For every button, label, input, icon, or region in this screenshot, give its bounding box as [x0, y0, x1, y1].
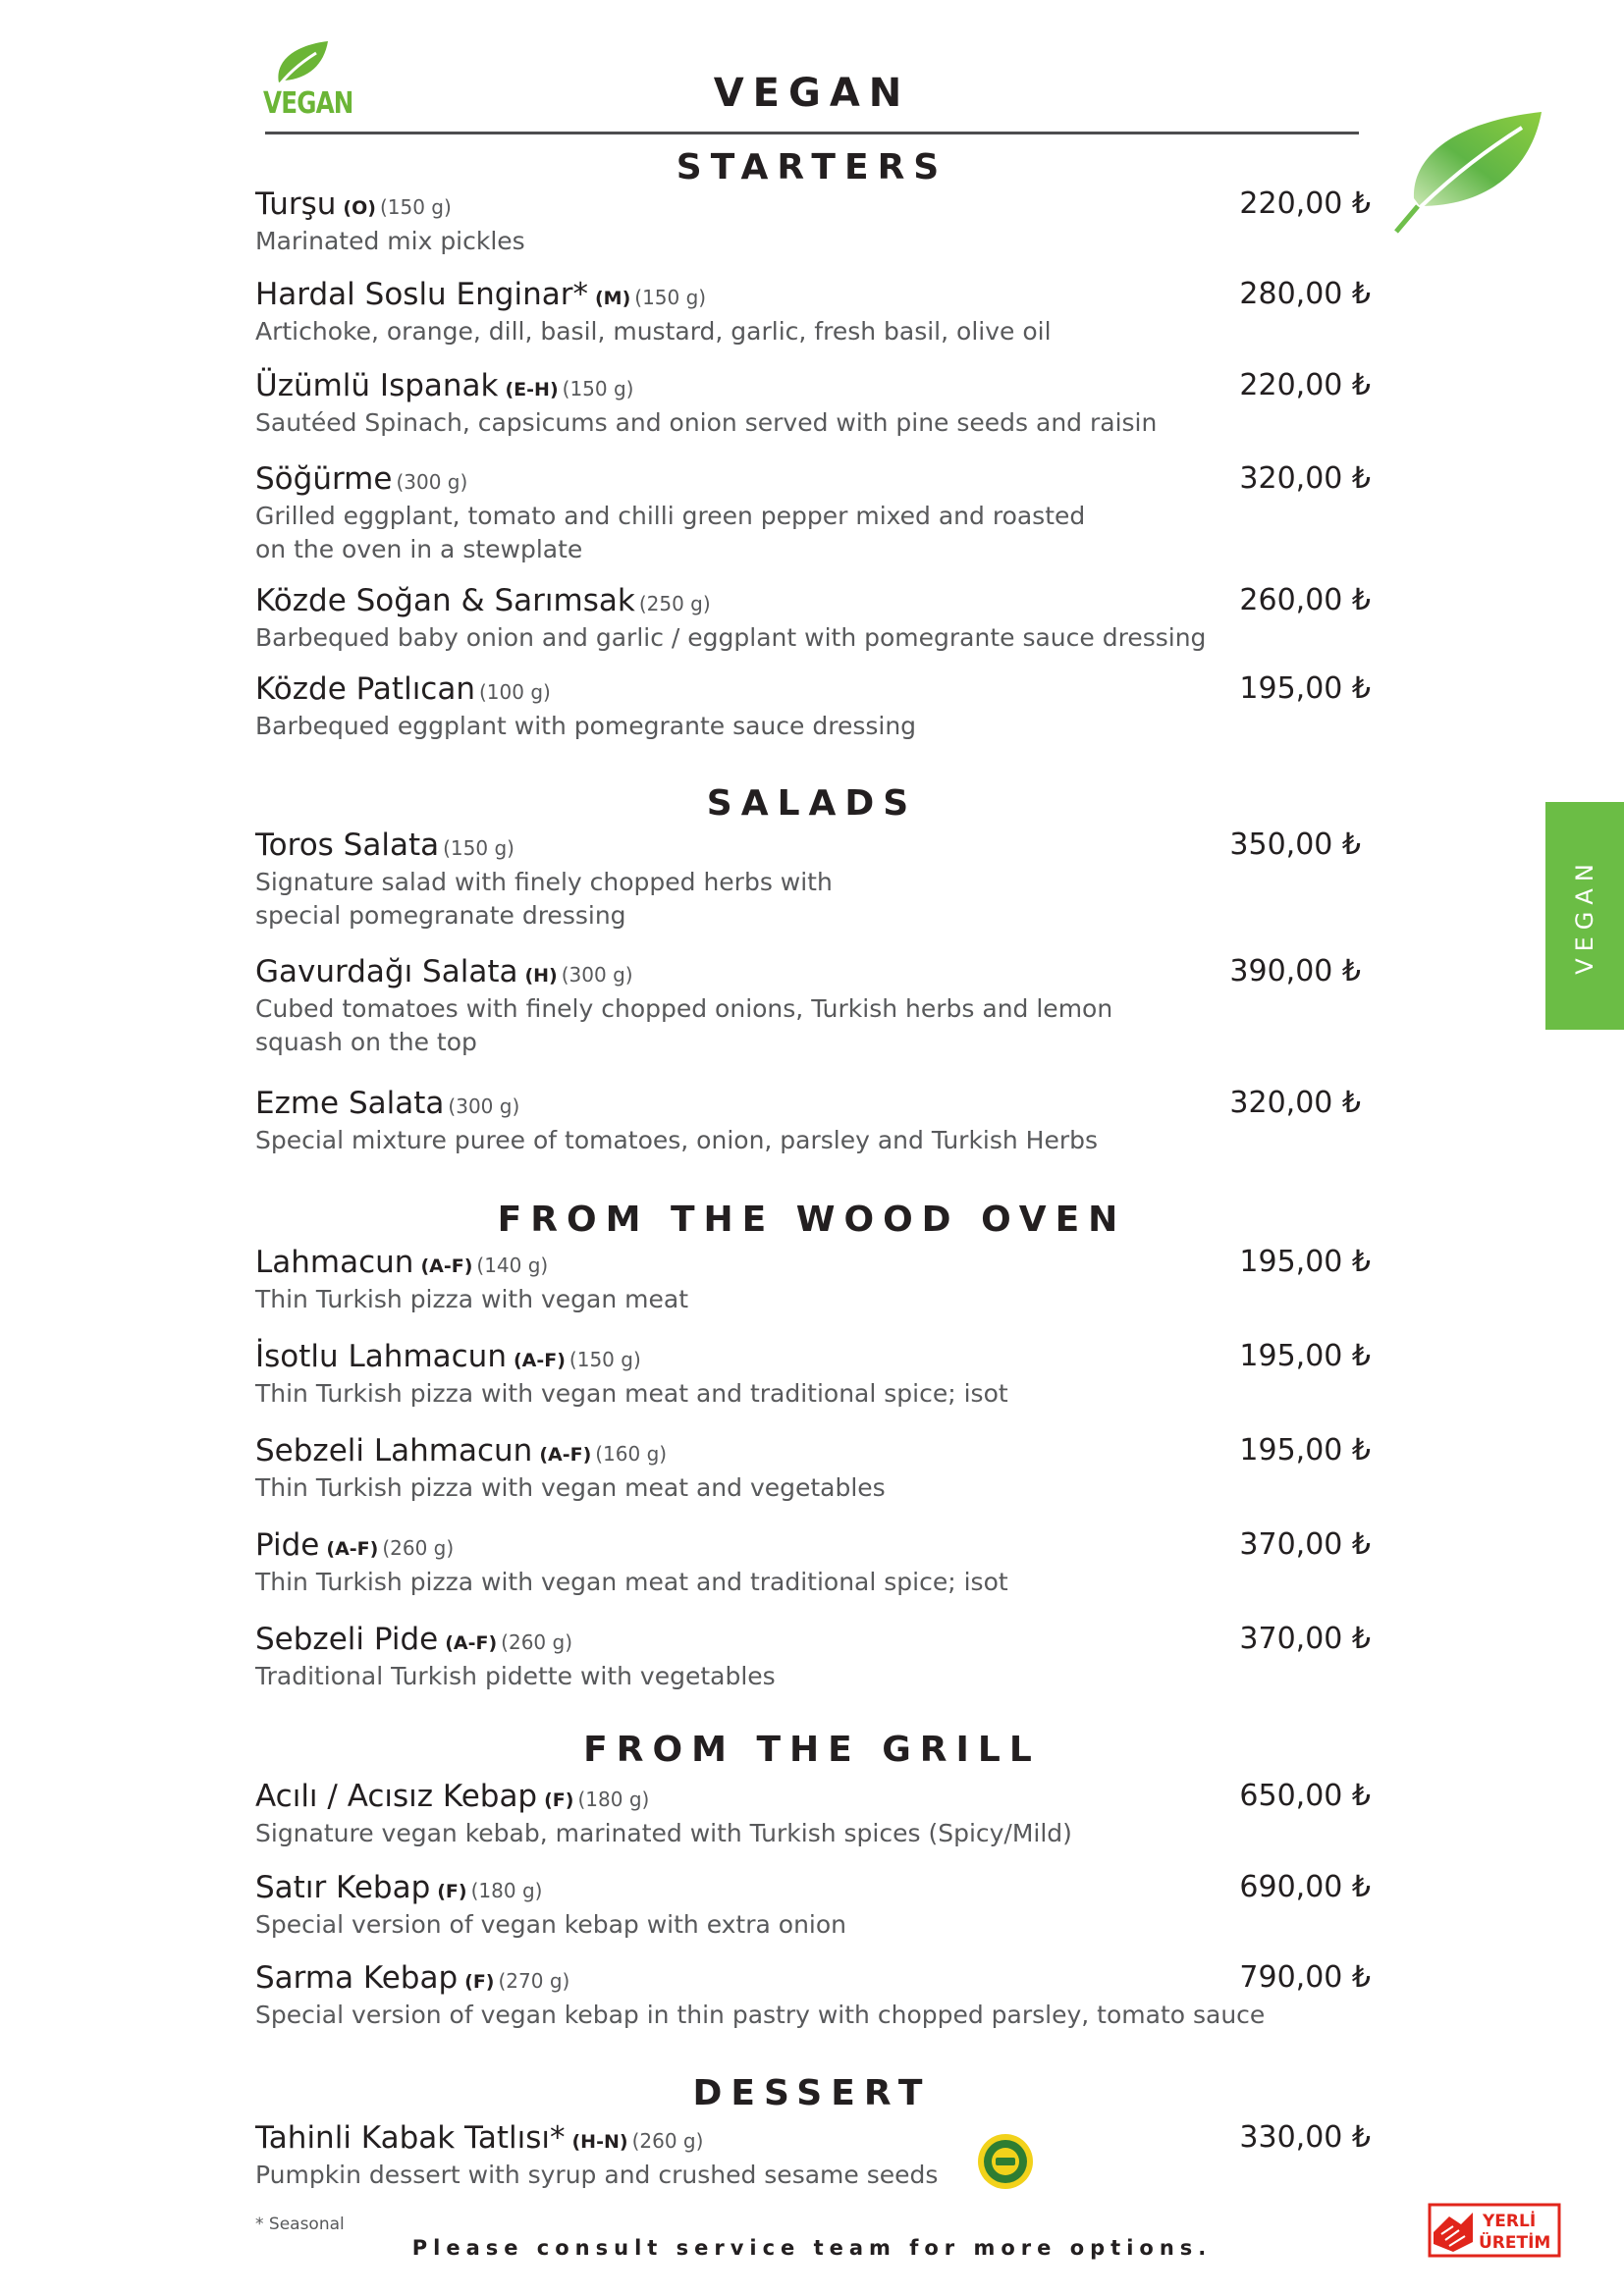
menu-item	[255, 1086, 1384, 1156]
menu-item-price: 320,00 ₺	[1229, 1086, 1361, 1120]
menu-item-price: 260,00 ₺	[1239, 583, 1371, 617]
menu-item-allergen: (F)	[544, 1789, 574, 1811]
menu-item	[255, 1527, 1384, 1598]
menu-item-name: Közde Patlıcan	[255, 671, 475, 707]
menu-item-price: 690,00 ₺	[1239, 1870, 1371, 1904]
section-title: FROM THE GRILL	[583, 1730, 1041, 1770]
menu-item-price: 195,00 ₺	[1239, 671, 1371, 706]
menu-item-allergen: (H)	[524, 965, 558, 987]
menu-item-description: Grilled eggplant, tomato and chilli green pepper mixed and roasted	[255, 502, 1086, 530]
menu-item-weight: (180 g)	[470, 1879, 543, 1902]
menu-item-header	[255, 277, 1384, 314]
menu-item-weight: (150 g)	[568, 1348, 641, 1371]
menu-item-name: Üzümlü Ispanak	[255, 368, 499, 403]
menu-item-weight: (150 g)	[634, 286, 707, 309]
menu-item-header	[255, 583, 1384, 620]
menu-item-header	[255, 1622, 1384, 1659]
menu-item-allergen: (M)	[594, 288, 631, 309]
menu-item-header	[255, 2120, 1384, 2158]
menu-item-price: 650,00 ₺	[1239, 1779, 1371, 1813]
menu-item-allergen: (A-F)	[326, 1538, 379, 1560]
menu-item	[255, 1339, 1384, 1410]
menu-item-header	[255, 671, 1384, 709]
menu-item	[255, 671, 1384, 742]
menu-item-header	[255, 828, 1384, 865]
local-product-seal-icon	[976, 2132, 1035, 2191]
menu-item-weight: (260 g)	[382, 1536, 455, 1560]
menu-item-description: special pomegranate dressing	[255, 901, 626, 930]
menu-item-description: Marinated mix pickles	[255, 227, 525, 255]
menu-item	[255, 187, 1384, 257]
menu-item-header	[255, 1086, 1384, 1123]
menu-item-header	[255, 954, 1384, 991]
menu-item-allergen: (E-H)	[505, 379, 559, 400]
menu-item-weight: (260 g)	[631, 2129, 704, 2153]
page-title: VEGAN	[713, 71, 911, 116]
menu-item-description: Cubed tomatoes with finely chopped onions, Turkish herbs and lemon	[255, 994, 1113, 1023]
menu-item-weight: (150 g)	[562, 377, 634, 400]
menu-item-weight: (140 g)	[476, 1254, 549, 1277]
menu-item-allergen: (A-F)	[445, 1632, 498, 1654]
menu-item	[255, 1245, 1384, 1315]
badge-line1: YERLİ	[1483, 2212, 1537, 2231]
menu-item	[255, 954, 1384, 1058]
menu-item-description: Special mixture puree of tomatoes, onion, parsley and Turkish Herbs	[255, 1126, 1099, 1154]
menu-item-name: Toros Salata	[255, 828, 440, 863]
menu-item	[255, 1779, 1384, 1849]
menu-item-header	[255, 1870, 1384, 1907]
menu-item-name: Tahinli Kabak Tatlısı*	[255, 2120, 566, 2156]
menu-item	[255, 828, 1384, 932]
menu-item-price: 195,00 ₺	[1239, 1245, 1371, 1279]
menu-item	[255, 1433, 1384, 1504]
menu-item-price: 195,00 ₺	[1239, 1433, 1371, 1468]
menu-item	[255, 1960, 1384, 2031]
section-title: FROM THE WOOD OVEN	[497, 1200, 1127, 1240]
menu-item-name: Gavurdağı Salata	[255, 954, 518, 989]
menu-item-name: Sebzeli Pide	[255, 1622, 439, 1657]
menu-item-description: on the oven in a stewplate	[255, 535, 583, 563]
menu-item-price: 790,00 ₺	[1239, 1960, 1371, 1995]
side-tab-label: VEGAN	[1571, 857, 1598, 975]
menu-item	[255, 1870, 1384, 1941]
menu-item-description: Thin Turkish pizza with vegan meat	[255, 1285, 689, 1313]
menu-item	[255, 2120, 1384, 2191]
menu-item-weight: (270 g)	[498, 1969, 570, 1993]
menu-item-price: 390,00 ₺	[1229, 954, 1361, 988]
menu-item-name: Hardal Soslu Enginar*	[255, 277, 588, 312]
menu-item-price: 370,00 ₺	[1239, 1622, 1371, 1656]
menu-item-description: Sautéed Spinach, capsicums and onion served with pine seeds and raisin	[255, 408, 1158, 437]
menu-item-description: Thin Turkish pizza with vegan meat and traditional spice; isot	[255, 1568, 1008, 1596]
menu-item-header	[255, 1433, 1384, 1470]
menu-item-name: İsotlu Lahmacun	[255, 1339, 507, 1374]
menu-item-description: Signature salad with finely chopped herbs with	[255, 868, 833, 896]
menu-item-name: Közde Soğan & Sarımsak	[255, 583, 635, 618]
menu-item-weight: (300 g)	[396, 470, 468, 494]
menu-item-header	[255, 187, 1384, 224]
menu-item-description: Pumpkin dessert with syrup and crushed sesame seeds	[255, 2161, 939, 2189]
menu-item-weight: (260 g)	[501, 1630, 573, 1654]
menu-item-name: Ezme Salata	[255, 1086, 445, 1121]
menu-item-price: 280,00 ₺	[1239, 277, 1371, 311]
menu-item-header	[255, 1339, 1384, 1376]
menu-item-price: 320,00 ₺	[1239, 461, 1371, 496]
menu-item-description: Signature vegan kebab, marinated with Turkish spices (Spicy/Mild)	[255, 1819, 1072, 1847]
menu-item-price: 370,00 ₺	[1239, 1527, 1371, 1562]
menu-item-description: Thin Turkish pizza with vegan meat and vegetables	[255, 1473, 886, 1502]
menu-item-name: Pide	[255, 1527, 320, 1563]
menu-item-description: squash on the top	[255, 1028, 477, 1056]
vegan-logo-text: VEGAN	[263, 86, 353, 121]
menu-item-description: Special version of vegan kebap in thin pastry with chopped parsley, tomato sauce	[255, 2001, 1266, 2029]
menu-item	[255, 461, 1384, 565]
menu-item-allergen: (A-F)	[420, 1255, 473, 1277]
badge-line2: ÜRETİM	[1479, 2233, 1551, 2253]
menu-item	[255, 368, 1384, 439]
section-title: SALADS	[706, 783, 918, 824]
menu-item-price: 330,00 ₺	[1239, 2120, 1371, 2155]
seasonal-note: * Seasonal	[255, 2215, 345, 2234]
title-divider	[265, 132, 1359, 134]
menu-item-header	[255, 461, 1384, 499]
menu-item-name: Söğürme	[255, 461, 393, 497]
menu-item-name: Acılı / Acısız Kebap	[255, 1779, 538, 1814]
menu-item-header	[255, 368, 1384, 405]
menu-item-weight: (150 g)	[443, 836, 514, 860]
section-title: DESSERT	[692, 2073, 932, 2113]
menu-item-price: 350,00 ₺	[1229, 828, 1361, 862]
menu-item-description: Thin Turkish pizza with vegan meat and traditional spice; isot	[255, 1379, 1008, 1408]
menu-item-weight: (180 g)	[577, 1788, 650, 1811]
menu-item	[255, 1622, 1384, 1692]
menu-item-header	[255, 1960, 1384, 1998]
menu-item-allergen: (O)	[343, 197, 376, 219]
menu-item-allergen: (H-N)	[571, 2131, 628, 2153]
menu-item-weight: (300 g)	[561, 963, 633, 987]
menu-item-weight: (150 g)	[379, 195, 452, 219]
menu-item-header	[255, 1527, 1384, 1565]
menu-item-allergen: (A-F)	[513, 1350, 566, 1371]
menu-item-header	[255, 1779, 1384, 1816]
menu-item-description: Artichoke, orange, dill, basil, mustard, garlic, fresh basil, olive oil	[255, 317, 1052, 346]
menu-item-name: Sarma Kebap	[255, 1960, 459, 1996]
section-title: STARTERS	[676, 147, 948, 187]
menu-item-price: 195,00 ₺	[1239, 1339, 1371, 1373]
menu-item-description: Barbequed eggplant with pomegrante sauce dressing	[255, 712, 917, 740]
menu-item-weight: (300 g)	[448, 1095, 520, 1118]
consult-note: Please consult service team for more options.	[411, 2236, 1213, 2260]
menu-item-price: 220,00 ₺	[1239, 368, 1371, 402]
menu-item-description: Traditional Turkish pidette with vegetables	[255, 1662, 776, 1690]
menu-item-name: Lahmacun	[255, 1245, 414, 1280]
menu-item-description: Barbequed baby onion and garlic / eggplant with pomegrante sauce dressing	[255, 623, 1207, 652]
menu-item-weight: (250 g)	[638, 592, 711, 615]
menu-item	[255, 277, 1384, 347]
yerli-uretim-badge	[1428, 2203, 1561, 2258]
menu-item-header	[255, 1245, 1384, 1282]
menu-item-allergen: (A-F)	[539, 1444, 592, 1466]
vegan-side-tab	[1545, 802, 1624, 1030]
menu-item-weight: (160 g)	[595, 1442, 668, 1466]
menu-item-name: Satır Kebap	[255, 1870, 431, 1905]
menu-item-price: 220,00 ₺	[1239, 187, 1371, 221]
menu-item-allergen: (F)	[464, 1971, 495, 1993]
menu-item-allergen: (F)	[437, 1881, 467, 1902]
menu-item-name: Turşu	[255, 187, 337, 222]
menu-item-description: Special version of vegan kebap with extra onion	[255, 1910, 847, 1939]
menu-item-name: Sebzeli Lahmacun	[255, 1433, 533, 1468]
menu-item-weight: (100 g)	[479, 680, 551, 704]
menu-item	[255, 583, 1384, 654]
